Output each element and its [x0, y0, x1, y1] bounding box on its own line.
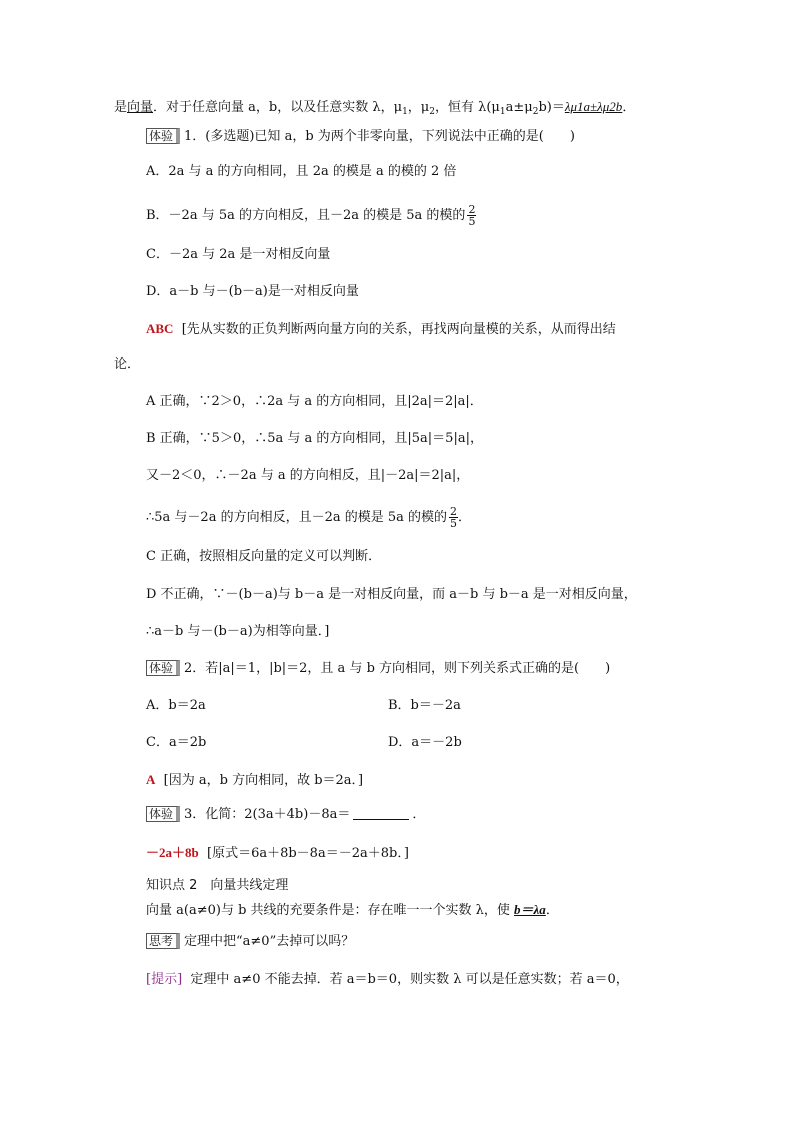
fraction-numerator: 2	[450, 505, 458, 518]
q1-explanation-cont: 论．	[114, 357, 141, 372]
fraction-numerator: 2	[468, 203, 476, 216]
intro-prefix: 是	[114, 100, 128, 115]
q1-exp-a: A 正确，∵2＞0，∴2a 与 a 的方向相同，且|2a|＝2|a|．	[146, 394, 483, 409]
think-line	[146, 933, 354, 951]
q1-exp-d: D 不正确，∵－(b－a)与 b－a 是一对相反向量，而 a－b 与 b－a 是一对相反向量，	[146, 587, 637, 602]
intro-text: ，μ	[407, 100, 430, 115]
q3-stem	[146, 806, 425, 824]
tiyan-tag: 体验	[146, 660, 180, 676]
q1-answer: ABC	[146, 321, 174, 336]
intro-term: 向量	[127, 100, 154, 115]
kp-text-pre: 向量 a(a≠0)与 b 共线的充要条件是：存在唯一一个实数 λ，使	[146, 903, 515, 918]
q3-stem-end: ．	[412, 807, 426, 822]
think-text: 定理中把“a≠0”去掉可以吗？	[184, 934, 355, 949]
intro-sub: 1	[402, 107, 408, 117]
answer-blank	[353, 807, 409, 820]
q3-explanation-text: [原式＝6a＋8b－8a＝－2a＋8b．]	[207, 846, 409, 861]
q3-explanation	[146, 844, 409, 863]
sikao-tag: 思考	[146, 933, 180, 949]
q2-option-d: D．a＝－2b	[388, 735, 462, 750]
q1-explanation-text: [先从实数的正负判断两向量方向的关系，再找两向量模的关系，从而得出结	[181, 322, 616, 337]
intro-text: a±μ	[505, 100, 533, 115]
q1-stem-text: 1．(多选题)已知 a，b 为两个非零向量，下列说法中正确的是( )	[184, 129, 575, 144]
q3-answer: －2a＋8b	[146, 845, 199, 860]
intro-sub: 2	[532, 107, 539, 117]
hint-text: 定理中 a≠0 不能去掉．若 a＝b＝0，则实数 λ 可以是任意实数；若 a＝0，	[190, 972, 629, 987]
kp-text-post: ．	[545, 903, 559, 918]
q2-stem-text: 2．若|a|＝1，|b|＝2，且 a 与 b 方向相同，则下列关系式正确的是( )	[184, 661, 611, 676]
tiyan-tag: 体验	[146, 128, 180, 144]
intro-text: ，恒有 λ(μ	[434, 100, 500, 115]
q1-exp-d2: ∴a－b 与－(b－a)为相等向量．]	[146, 624, 330, 639]
intro-rhs: λμ1a±λμ2b	[564, 99, 623, 114]
q1-exp-b: B 正确，∵5＞0，∴5a 与 a 的方向相同，且|5a|＝5|a|，	[146, 431, 483, 446]
q1-option-c: C．－2a 与 2a 是一对相反向量	[146, 247, 331, 262]
q2-answer: A	[146, 772, 156, 787]
q2-stem	[146, 660, 610, 678]
intro-sub: 1	[499, 107, 506, 117]
q3-stem-text: 3．化简：2(3a＋4b)－8a＝	[184, 807, 351, 822]
q1-explanation	[146, 320, 616, 339]
q1-exp-c: C 正确，按照相反向量的定义可以判断．	[146, 549, 382, 564]
intro-end: ．	[622, 100, 636, 115]
q1-option-b-text: B．－2a 与 5a 的方向相反，且－2a 的模是 5a 的模的	[146, 208, 466, 223]
intro-text: ．对于任意向量 a，b，以及任意实数 λ，μ	[153, 100, 403, 115]
intro-line	[114, 98, 635, 121]
q2-option-c: C．a＝2b	[146, 735, 207, 750]
q1-exp-b3	[146, 506, 471, 529]
q1-exp-b2: 又－2＜0，∴－2a 与 a 的方向相反，且|－2a|＝2|a|，	[146, 468, 470, 483]
q2-option-b: B．b＝－2a	[388, 698, 461, 713]
q1-option-b	[146, 204, 476, 227]
q1-stem	[146, 128, 575, 146]
intro-sub: 2	[429, 107, 435, 117]
q1-exp-b3-text: ∴5a 与－2a 的方向相反，且－2a 的模是 5a 的模的	[146, 510, 448, 525]
q2-explanation	[146, 771, 363, 790]
fraction	[449, 506, 458, 529]
fraction	[467, 204, 476, 227]
knowledge-point-text	[146, 901, 559, 920]
fraction-denominator: 5	[450, 517, 458, 530]
tiyan-tag: 体验	[146, 806, 180, 822]
q2-explanation-text: [因为 a，b 方向相同，故 b＝2a．]	[163, 773, 364, 788]
q2-option-a: A．b＝2a	[146, 698, 206, 713]
knowledge-point-title: 知识点 2 向量共线定理	[146, 878, 289, 893]
q1-option-d: D．a－b 与－(b－a)是一对相反向量	[146, 284, 359, 299]
fraction-denominator: 5	[468, 215, 476, 228]
kp-key-formula: b＝λa	[514, 902, 546, 917]
q1-exp-b3-end: ．	[458, 510, 472, 525]
hint-line	[146, 971, 629, 989]
hint-label: [提示]	[146, 972, 183, 987]
intro-text: b)＝	[538, 100, 565, 115]
q1-option-a: A．2a 与 a 的方向相同，且 2a 的模是 a 的模的 2 倍	[146, 164, 457, 179]
